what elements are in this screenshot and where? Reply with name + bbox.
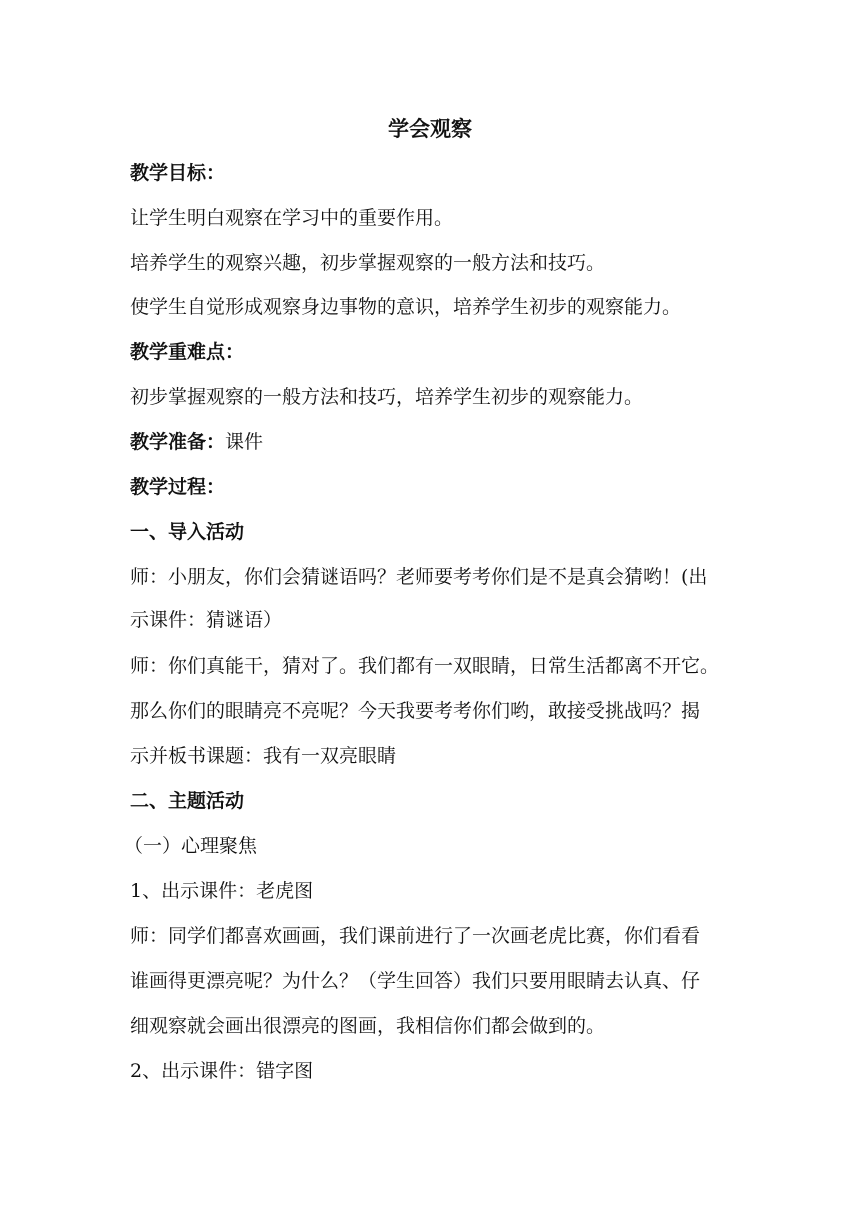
preparation-line: [130, 430, 750, 454]
item1-para-line1: 师：同学们都喜欢画画，我们课前进行了一次画老虎比赛，你们看看: [130, 925, 701, 947]
objectives-heading: 教学目标：: [130, 162, 226, 184]
section2-heading: 二、主题活动: [130, 790, 245, 812]
item1-para-line3: 细观察就会画出很漂亮的图画，我相信你们都会做到的。: [130, 1015, 606, 1037]
key-points-text: 初步掌握观察的一般方法和技巧，培养学生初步的观察能力。: [130, 386, 644, 408]
subsection1-heading: （一）心理聚焦: [124, 835, 258, 857]
section1-heading: 一、导入活动: [130, 521, 245, 543]
section1-para2-line2: 那么你们的眼睛亮不亮呢？今天我要考考你们哟，敢接受挑战吗？揭: [130, 700, 701, 722]
objective-2: 培养学生的观察兴趣，初步掌握观察的一般方法和技巧。: [130, 252, 606, 274]
preparation-text: 课件: [225, 431, 264, 453]
objective-1: 让学生明白观察在学习中的重要作用。: [130, 207, 454, 229]
section1-para1-line1: 师：小朋友，你们会猜谜语吗？老师要考考你们是不是真会猜哟！(出: [130, 566, 708, 588]
preparation-heading: 教学准备：: [130, 431, 226, 453]
section1-para1-line2: 示课件：猜谜语）: [130, 609, 283, 631]
document-title: 学会观察: [388, 117, 472, 141]
objective-3: 使学生自觉形成观察身边事物的意识，培养学生初步的观察能力。: [130, 296, 682, 318]
item2-heading: 2、出示课件：错字图: [130, 1060, 314, 1082]
section1-para2-line3: 示并板书课题：我有一双亮眼睛: [130, 745, 397, 767]
item1-para-line2: 谁画得更漂亮呢？为什么？（学生回答）我们只要用眼睛去认真、仔: [130, 970, 701, 992]
key-points-heading: 教学重难点：: [130, 341, 245, 363]
item1-heading: 1、出示课件：老虎图: [130, 880, 314, 902]
process-heading: 教学过程：: [130, 476, 226, 498]
section1-para2-line1: 师：你们真能干，猜对了。我们都有一双眼睛，日常生活都离不开它。: [130, 655, 720, 677]
